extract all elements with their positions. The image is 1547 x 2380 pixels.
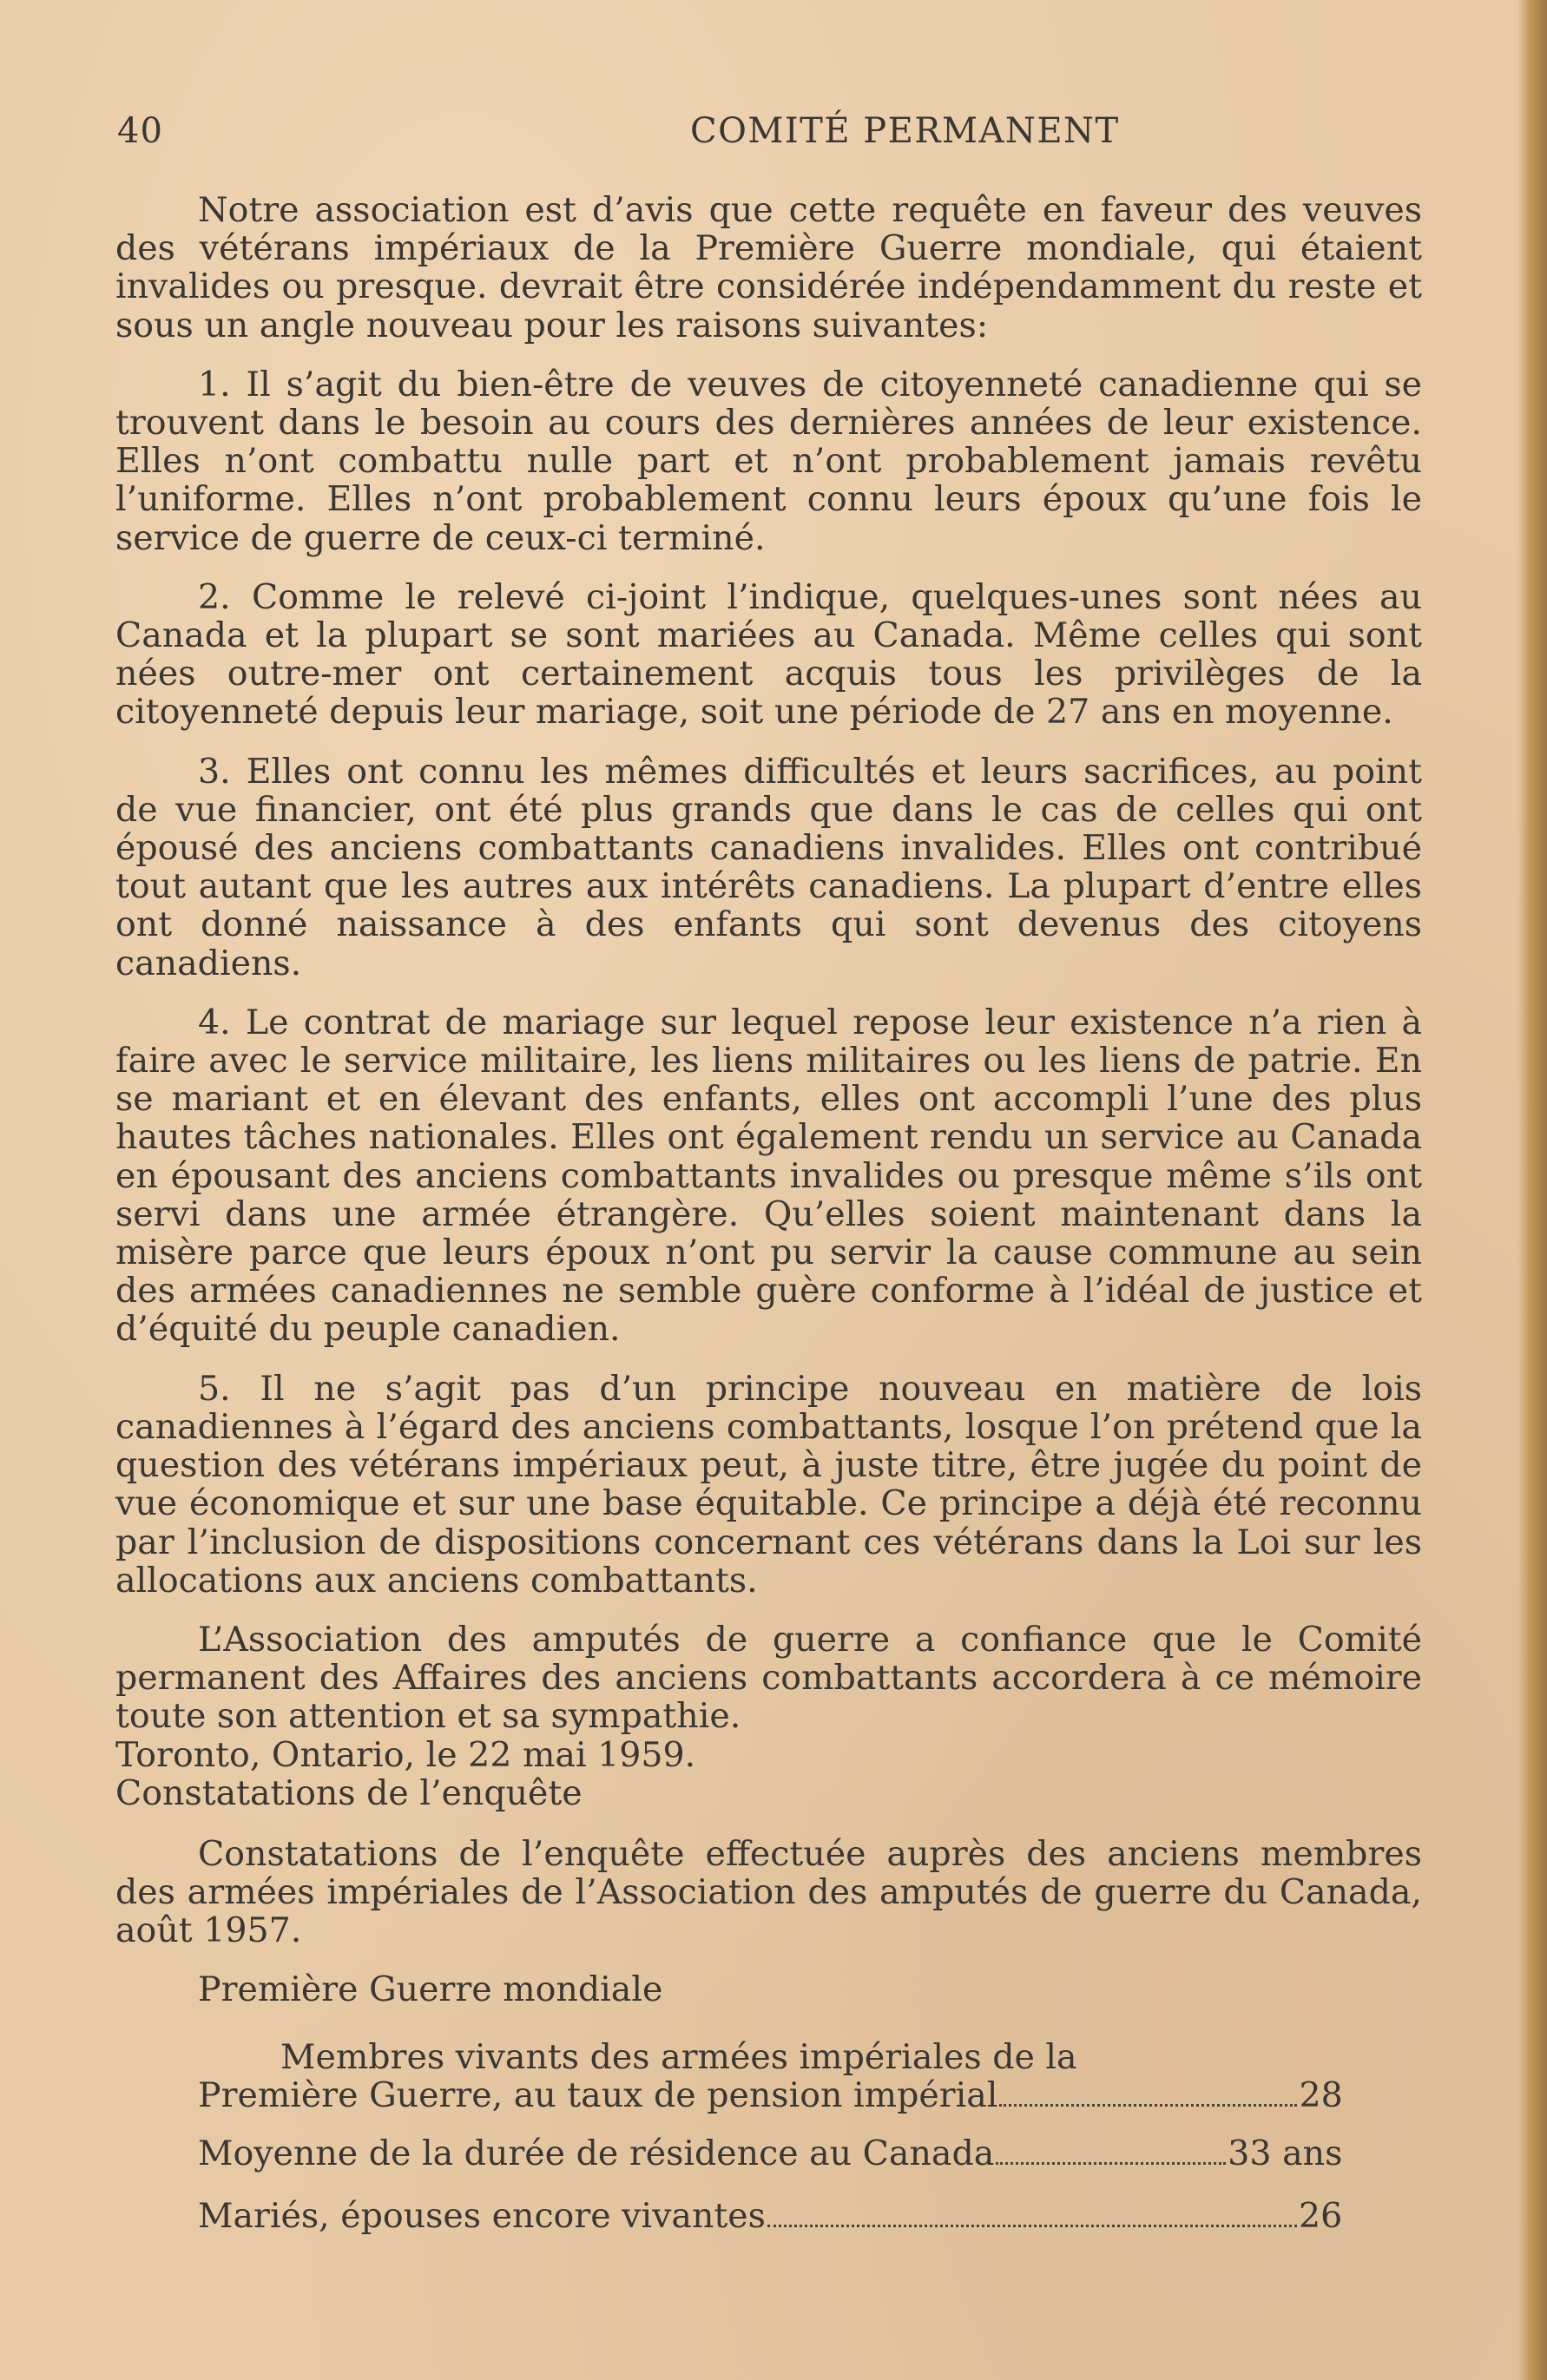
place-date-line: Toronto, Ontario, le 22 mai 1959. — [115, 1734, 696, 1775]
statistics-section — [198, 1970, 1344, 2235]
page-number: 40 — [117, 111, 163, 151]
stat-value: 28 — [1299, 2075, 1343, 2116]
dot-leader — [996, 2162, 1226, 2165]
stat-label: Mariés, épouses encore vivantes — [198, 2195, 766, 2236]
findings-intro-paragraph: Constatations de l’enquête effectuée auprès des anciens membres des armées impériales de l’Association des amputés de guerre du Canada, août 1957. — [115, 1833, 1422, 1951]
dot-leader — [999, 2104, 1297, 2107]
stat-row — [198, 2076, 1344, 2114]
running-head: COMITÉ PERMANENT — [690, 111, 1120, 151]
stats-intro-line: Membres vivants des armées impériales de la — [280, 2037, 1077, 2078]
stat-label: Première Guerre, au taux de pension impérial — [198, 2075, 998, 2116]
body-text — [115, 191, 1422, 1971]
stats-heading: Première Guerre mondiale — [198, 1969, 663, 2009]
page-edge-shadow — [1517, 0, 1547, 2380]
intro-paragraph: Notre association est d’avis que cette requête en faveur des veuves des vétérans impériaux de la Première Guerre mondiale, qui étaient invalides ou presque. devrait être considérée indépendamment du reste et sous un angle nouveau pour les raisons suivantes: — [115, 190, 1422, 345]
stat-label: Moyenne de la durée de résidence au Canada — [198, 2133, 995, 2173]
closing-paragraph: L’Association des amputés de guerre a confiance que le Comité permanent des Affaires des anciens combattants accordera à ce mémoire toute son attention et sa sympathie. — [115, 1619, 1422, 1737]
stat-row — [198, 2134, 1344, 2173]
stat-value: 26 — [1298, 2195, 1343, 2236]
point-1-paragraph: 1. Il s’agit du bien-être de veuves de citoyenneté canadienne qui se trouvent dans le besoin au cours des dernières années de leur existence. Elles n’ont combattu nulle part et n’ont probablement jamais revêtu l’uniforme. Elles n’ont probablement connu leurs époux qu’une fois le service de guerre de ceux-ci terminé. — [115, 364, 1422, 558]
point-5-paragraph: 5. Il ne s’agit pas d’un principe nouveau en matière de lois canadiennes à l’égard des anciens combattants, losque l’on prétend que la question des vétérans impériaux peut, à juste titre, être jugée du point de vue économique et sur une base équitable. Ce principe a déjà été reconnu par l’inclusion de dispositions concernant ces vétérans dans la Loi sur les allocations aux anciens combattants. — [115, 1368, 1422, 1601]
dot-leader — [767, 2225, 1297, 2227]
stat-row — [198, 2197, 1344, 2235]
point-3-paragraph: 3. Elles ont connu les mêmes difficultés et leurs sacrifices, au point de vue financier, ont été plus grands que dans le cas de celles qui ont épousé des anciens combattants canadiens invalides. Elles ont contribué tout autant que les autres aux intérêts canadiens. La plupart d’entre elles ont donné naissance à des enfants qui sont devenus des citoyens canadiens. — [115, 751, 1422, 983]
stat-value: 33 ans — [1228, 2133, 1343, 2173]
point-2-paragraph: 2. Comme le relevé ci-joint l’indique, quelques-unes sont nées au Canada et la plupart se sont mariées au Canada. Même celles qui sont nées outre-mer ont certainement acquis tous les privilèges de la citoyenneté depuis leur mariage, soit une période de 27 ans en moyenne. — [115, 576, 1422, 733]
point-4-paragraph: 4. Le contrat de mariage sur lequel repose leur existence n’a rien à faire avec le service militaire, les liens militaires ou les liens de patrie. En se mariant et en élevant des enfants, elles ont accompli l’une des plus hautes tâches nationales. Elles ont également rendu un service au Canada en épousant des anciens combattants invalides ou presque même s’ils ont servi dans une armée étrangère. Qu’elles soient maintenant dans la misère parce que leurs époux n’ont pu servir la cause commune au sein des armées canadiennes ne semble guère conforme à l’idéal de justice et d’équité du peuple canadien. — [115, 1002, 1422, 1350]
page-header — [117, 111, 1419, 155]
findings-title: Constatations de l’enquête — [115, 1772, 583, 1813]
